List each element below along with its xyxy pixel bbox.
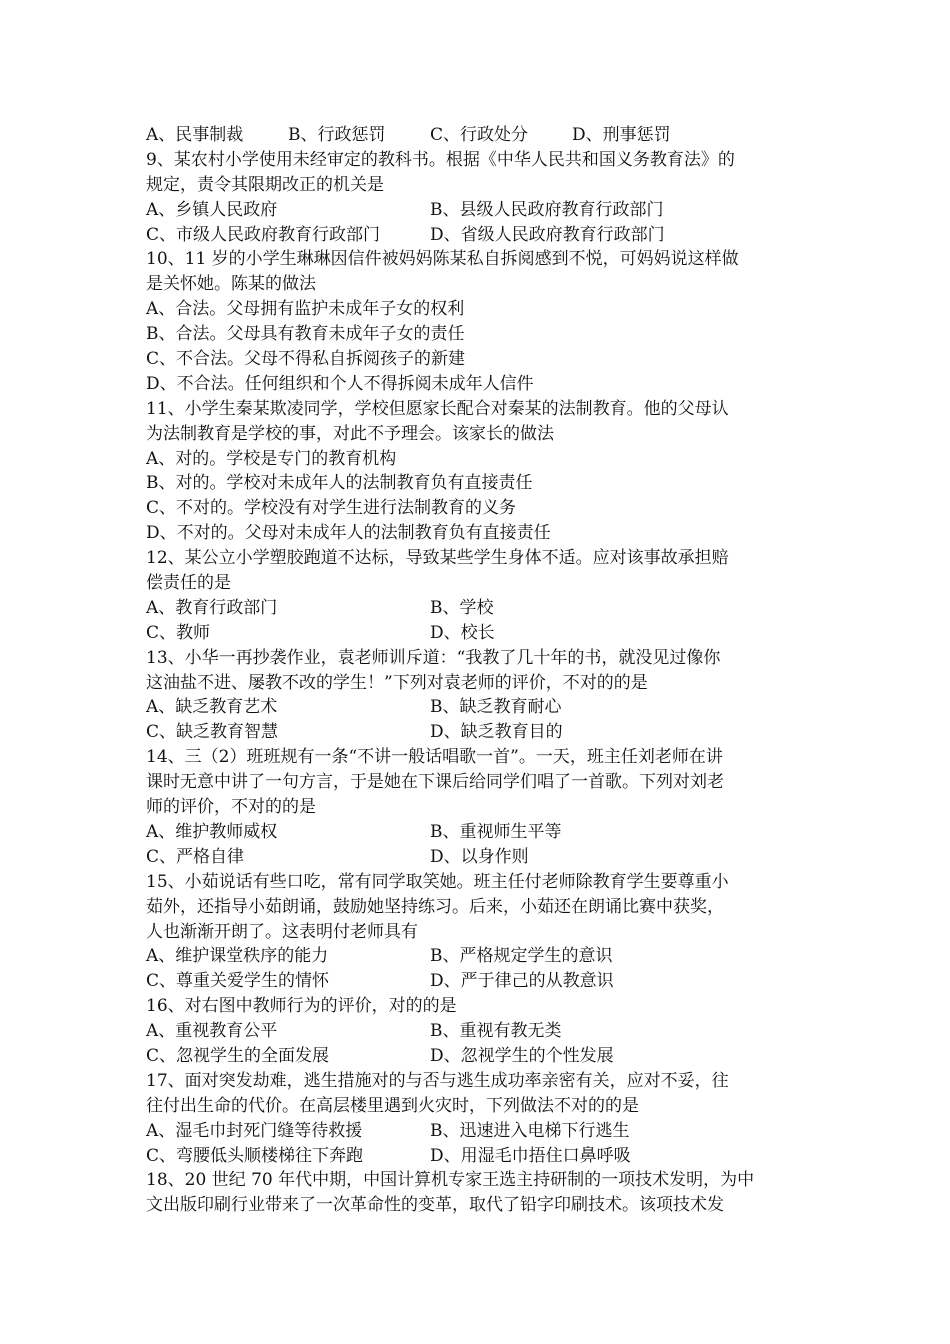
answer-option: B、迅速进入电梯下行逃生 [430, 1120, 630, 1141]
answer-option: A、重视教育公平 [146, 1021, 278, 1042]
text-line: D、不合法。任何组织和个人不得拆阅未成年人信件 [146, 373, 534, 394]
answer-option: D、缺乏教育目的 [430, 722, 563, 743]
answer-option: A、维护课堂秩序的能力 [146, 946, 329, 967]
text-line: 12、某公立小学塑胶跑道不达标，导致某些学生身体不适。应对该事故承担赔 [146, 548, 729, 569]
answer-option: B、县级人民政府教育行政部门 [430, 199, 664, 220]
answer-option: A、湿毛巾封死门缝等待救援 [146, 1120, 363, 1141]
text-line: D、不对的。父母对未成年人的法制教育负有直接责任 [146, 523, 551, 544]
answer-option: B、学校 [430, 597, 494, 618]
answer-option: D、校长 [430, 622, 495, 643]
text-line: 这油盐不进、屡教不改的学生！”下列对袁老师的评价，不对的的是 [146, 672, 648, 693]
answer-options-row [146, 621, 816, 646]
answer-option: D、省级人民政府教育行政部门 [430, 224, 665, 245]
text-line: 往付出生命的代价。在高层楼里遇到火灾时，下列做法不对的的是 [146, 1095, 639, 1116]
answer-option: D、以身作则 [430, 846, 529, 867]
answer-options-row [146, 820, 816, 845]
answer-option: D、刑事惩罚 [572, 125, 671, 145]
text-line: 茹外，还指导小茹朗诵，鼓励她坚持练习。后来，小茹还在朗诵比赛中获奖， [146, 896, 724, 917]
answer-option: C、缺乏教育智慧 [146, 722, 279, 743]
answer-option: D、严于律己的从教意识 [430, 971, 614, 992]
answer-options-row [146, 1144, 816, 1169]
text-line: 师的评价，不对的的是 [146, 797, 316, 818]
answer-option: C、尊重关爱学生的情怀 [146, 971, 330, 992]
text-line: 课时无意中讲了一句方言，于是她在下课后给同学们唱了一首歌。下列对刘老 [146, 772, 724, 793]
text-line: 是关怀她。陈某的做法 [146, 274, 316, 295]
answer-options-row [146, 223, 816, 248]
answer-option: D、忽视学生的个性发展 [430, 1045, 614, 1066]
answer-option: B、严格规定学生的意识 [430, 946, 613, 967]
answer-option: A、教育行政部门 [146, 597, 278, 618]
text-line: 9、某农村小学使用未经审定的教科书。根据《中华人民共和国义务教育法》的 [146, 149, 735, 170]
answer-options-row [146, 720, 816, 745]
answer-options-row [146, 1019, 816, 1044]
text-line: 为法制教育是学校的事，对此不予理会。该家长的做法 [146, 423, 554, 444]
text-line: 人也渐渐开朗了。这表明付老师具有 [146, 921, 418, 942]
text-line: B、合法。父母具有教育未成年子女的责任 [146, 324, 465, 345]
answer-option: C、教师 [146, 622, 211, 643]
answer-option: B、行政惩罚 [288, 125, 386, 145]
answer-option: A、民事制裁 [146, 125, 244, 145]
answer-options-row [146, 1119, 816, 1144]
text-line: 11、小学生秦某欺凌同学，学校但愿家长配合对秦某的法制教育。他的父母认 [146, 398, 729, 419]
answer-option: C、忽视学生的全面发展 [146, 1045, 330, 1066]
answer-option: C、严格自律 [146, 846, 245, 867]
answer-option: C、行政处分 [430, 125, 529, 145]
text-line: 15、小茹说话有些口吃，常有同学取笑她。班主任付老师除教育学生要尊重小 [146, 871, 729, 892]
text-line: A、合法。父母拥有监护未成年子女的权利 [146, 299, 465, 320]
answer-options-row [146, 596, 816, 621]
text-line: 18、20 世纪 70 年代中期，中国计算机专家王选主持研制的一项技术发明，为中 [146, 1170, 755, 1191]
answer-option: B、重视有教无类 [430, 1021, 562, 1042]
answer-option: A、维护教师威权 [146, 821, 278, 842]
exam-question-list [146, 123, 816, 1218]
answer-options-row [146, 969, 816, 994]
text-line: 13、小华一再抄袭作业，袁老师训斥道：“我教了几十年的书，就没见过像你 [146, 647, 721, 668]
answer-options-row [146, 845, 816, 870]
text-line: 规定，责令其限期改正的机关是 [146, 174, 384, 195]
answer-option: C、市级人民政府教育行政部门 [146, 224, 381, 245]
answer-options-row [146, 123, 816, 148]
text-line: 14、三（2）班班规有一条“不讲一般话唱歌一首”。一天，班主任刘老师在讲 [146, 747, 723, 768]
text-line: 10、11 岁的小学生琳琳因信件被妈妈陈某私自拆阅感到不悦，可妈妈说这样做 [146, 249, 739, 270]
answer-options-row [146, 944, 816, 969]
answer-options-row [146, 695, 816, 720]
answer-option: D、用湿毛巾捂住口鼻呼吸 [430, 1145, 631, 1166]
text-line: 文出版印刷行业带来了一次革命性的变革，取代了铅字印刷技术。该项技术发 [146, 1195, 724, 1216]
text-line: 17、面对突发劫难，逃生措施对的与否与逃生成功率亲密有关，应对不妥，往 [146, 1070, 729, 1091]
answer-option: A、乡镇人民政府 [146, 199, 278, 220]
answer-options-row [146, 1044, 816, 1069]
text-line: B、对的。学校对未成年人的法制教育负有直接责任 [146, 473, 533, 494]
text-line: 偿责任的是 [146, 573, 231, 594]
answer-option: B、缺乏教育耐心 [430, 697, 562, 718]
answer-option: A、缺乏教育艺术 [146, 697, 278, 718]
text-line: C、不对的。学校没有对学生进行法制教育的义务 [146, 498, 517, 519]
answer-option: C、弯腰低头顺楼梯往下奔跑 [146, 1145, 364, 1166]
text-line: C、不合法。父母不得私自拆阅孩子的新建 [146, 349, 466, 370]
answer-option: B、重视师生平等 [430, 821, 562, 842]
text-line: 16、对右图中教师行为的评价，对的的是 [146, 996, 457, 1017]
answer-options-row [146, 198, 816, 223]
text-line: A、对的。学校是专门的教育机构 [146, 448, 397, 469]
